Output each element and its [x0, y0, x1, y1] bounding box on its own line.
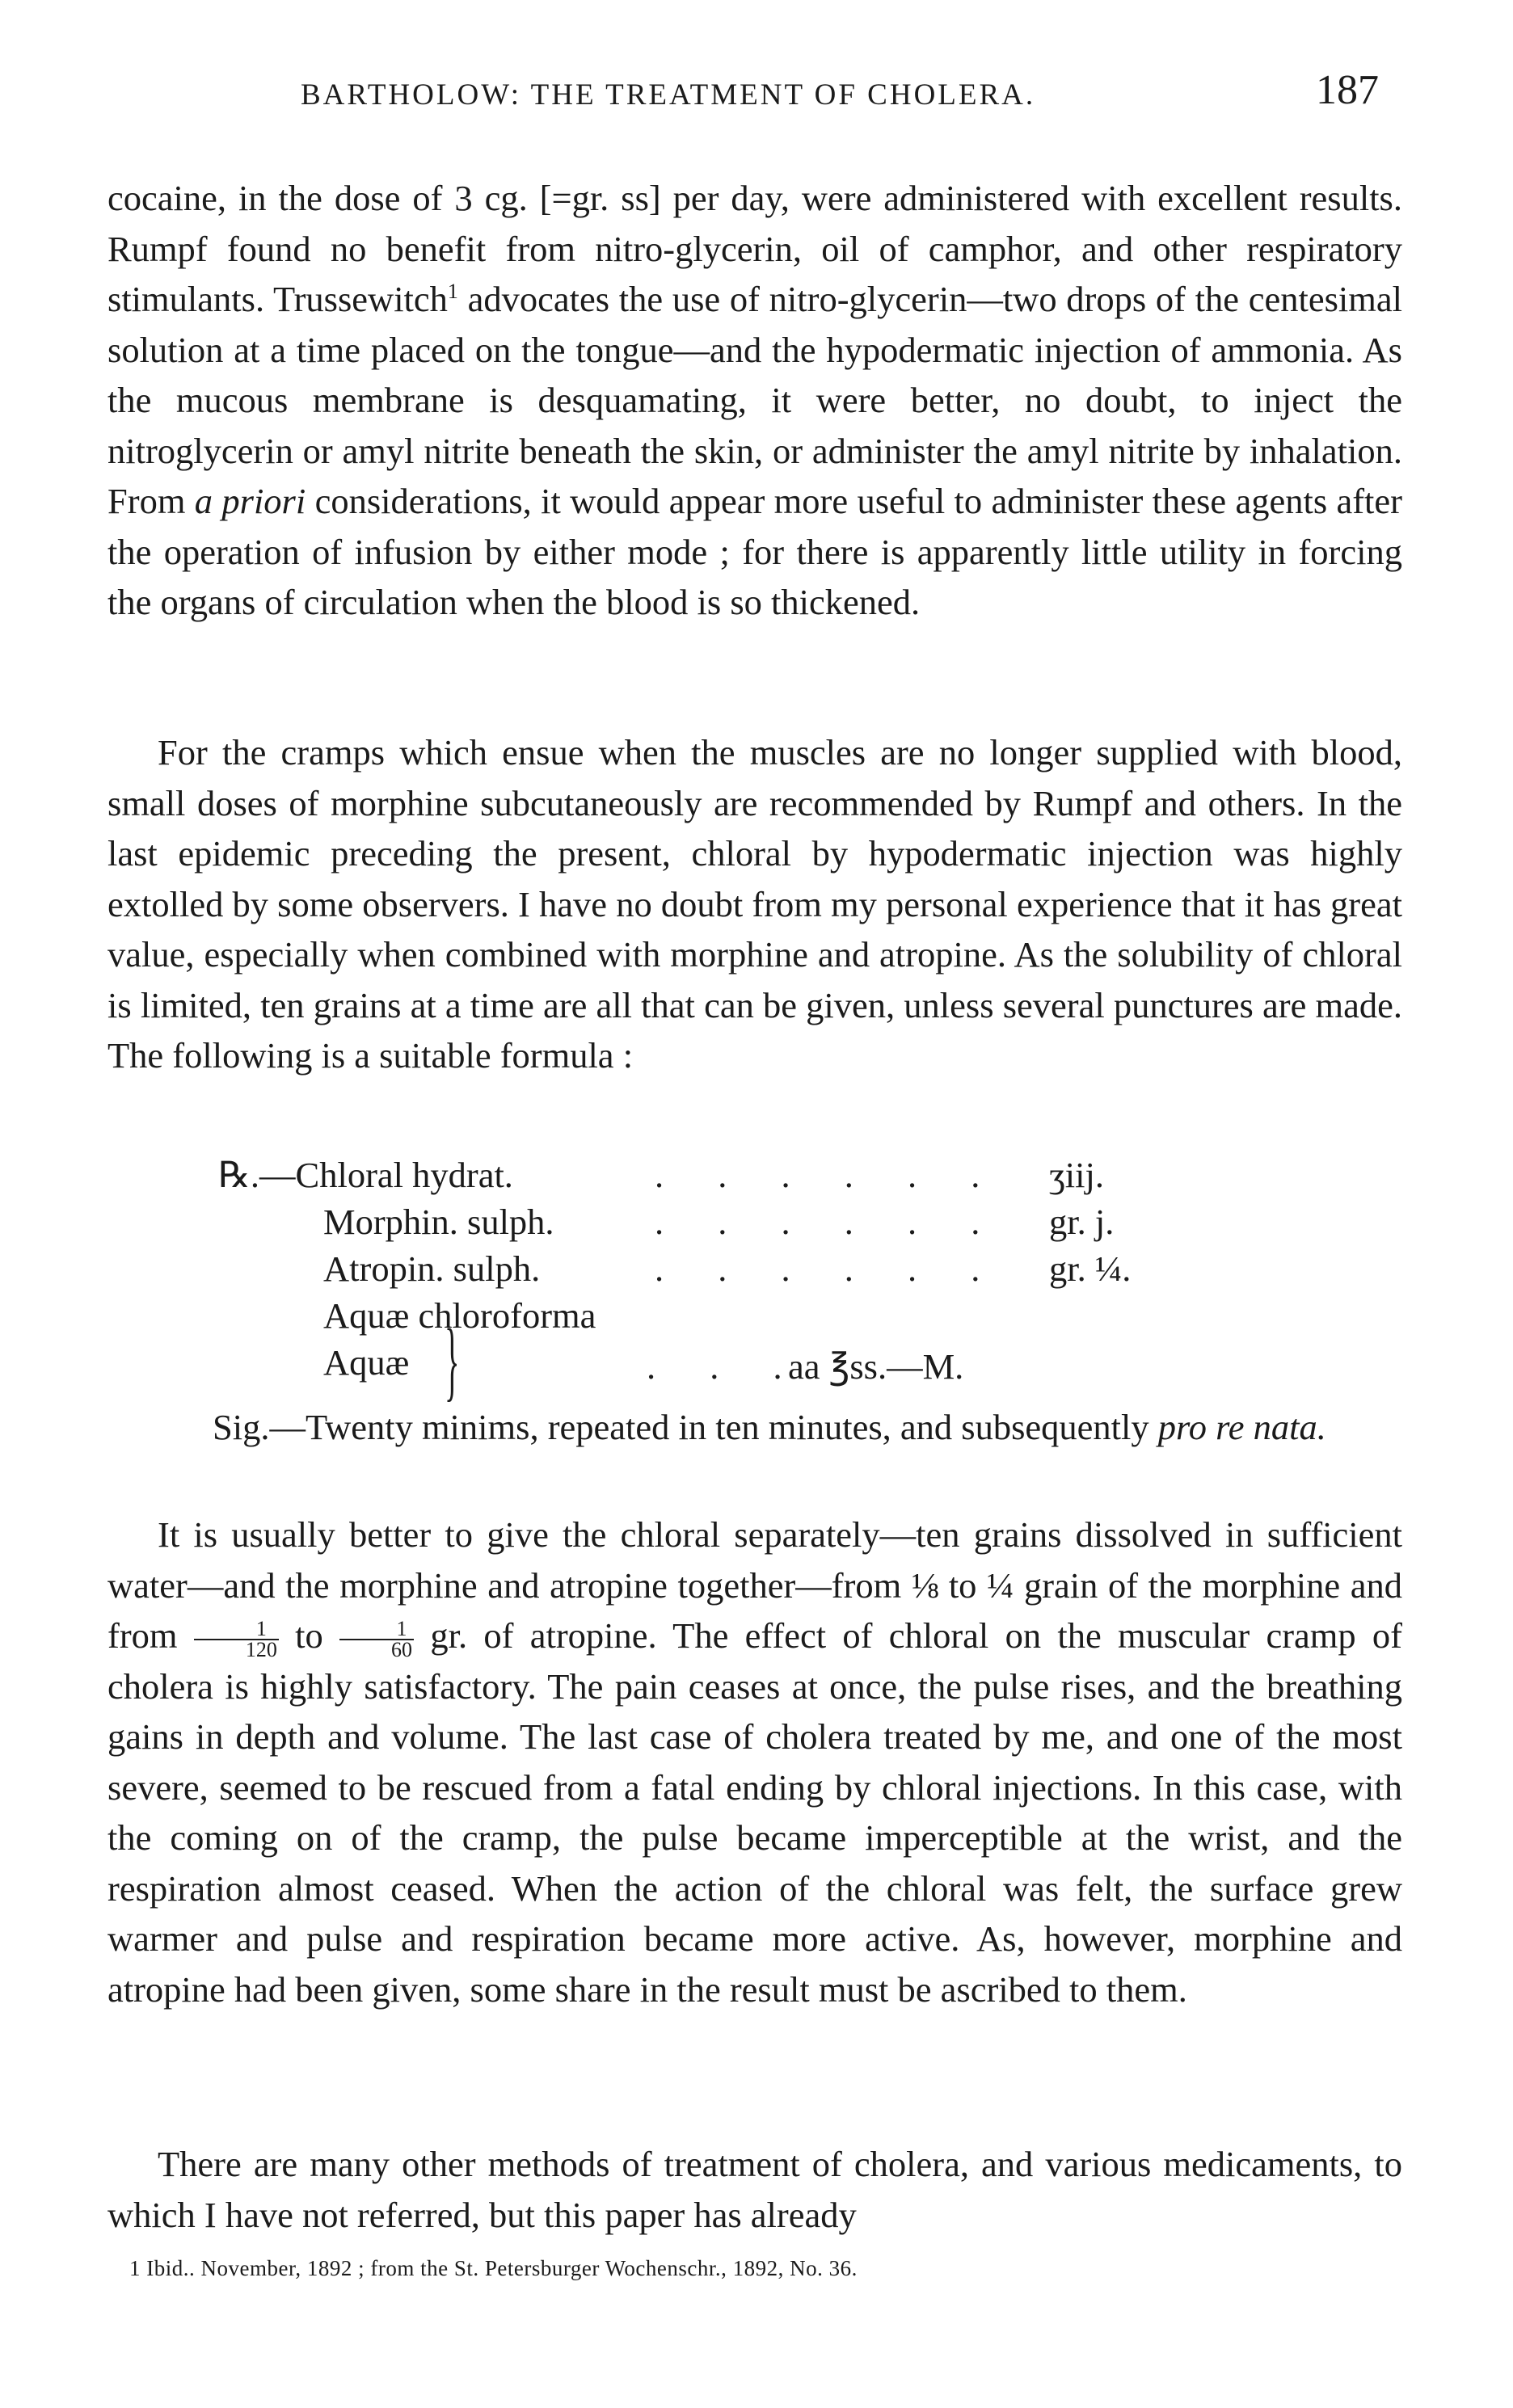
sig-italic: pro re nata.	[1157, 1407, 1326, 1447]
paragraph-2	[107, 727, 1402, 1081]
formula-dose-1: ʒiij.	[1049, 1155, 1104, 1195]
paragraph-3-part-3: gr. of atropine. The effect of chloral on the muscular cramp of cholera is highly satisfactory. The pain ceases at once, the pulse rises, and the breathing gains in depth and volume. The last case of cholera treated by me, and one of the most severe, seemed to be rescued from a fatal ending by chloral injections. In this case, with the coming on of the cramp, the pulse became imperceptible at the wrist, and the respiration almost ceased. When the action of the chloral was felt, the surface grew warmer and pulse and respiration became more active. As, however, morphine and atropine had been given, some share in the result must be ascribed to them.	[107, 1615, 1402, 2010]
paragraph-1	[107, 173, 1402, 628]
formula-brace-dots: . . .	[647, 1346, 805, 1387]
page-number: 187	[1316, 67, 1379, 113]
paragraph-3-part-2: to	[278, 1615, 340, 1656]
formula-ingredient-5: Aquæ	[323, 1342, 410, 1383]
fraction-1	[194, 1616, 279, 1661]
formula-leader-dots-3: . . . . . .	[655, 1248, 1003, 1289]
paragraph-4	[107, 2139, 1402, 2240]
right-brace-icon: }	[445, 1311, 460, 1409]
formula-row-4	[218, 1292, 1269, 1339]
formula-row-3	[218, 1245, 1269, 1292]
formula-row-2	[218, 1198, 1269, 1245]
paragraph-2-text: For the cramps which ensue when the muscles are no longer supplied with blood, small doses of morphine subcutaneously are recommended by Rumpf and others. In the last epidemic preceding the present, chloral by hypodermatic injection was highly extolled by some observers. I have no doubt from my personal experience that it has great value, especially when combined with morphine and atropine. As the solubility of chloral is limited, ten grains at a time are all that can be given, unless several punctures are made. The following is a suitable formula :	[107, 732, 1402, 1076]
fraction-2	[339, 1616, 414, 1661]
formula-dose-3: gr. ¼.	[1049, 1248, 1132, 1289]
paragraph-3	[107, 1509, 1402, 2014]
fraction-2-numerator: 1	[339, 1619, 414, 1640]
sig-text: Sig.—Twenty minims, repeated in ten minutes, and subsequently	[213, 1407, 1158, 1447]
formula-row-1	[218, 1151, 1269, 1198]
fraction-1-denominator: 120	[245, 1637, 277, 1661]
formula-dose-2: gr. j.	[1049, 1202, 1115, 1242]
formula-ingredient-2: Morphin. sulph.	[323, 1202, 554, 1242]
paragraph-1-part-1: cocaine, in the dose of 3 cg. [=gr. ss] per day, were administered with excellent results. Rumpf found no benefit from nitro-glycerin, oil of camphor, and other respiratory stimulants. Trussewitch	[107, 178, 1402, 319]
paragraph-4-text: There are many other methods of treatment of cholera, and various medicaments, to which I have not referred, but this paper has already	[107, 2144, 1402, 2235]
footnote-reference: 1	[447, 280, 458, 304]
formula-ingredient-1: ℞.—Chloral hydrat.	[218, 1155, 513, 1195]
fraction-2-denominator: 60	[391, 1637, 413, 1661]
formula-brace-dose: aa ℥ss.—M.	[788, 1346, 964, 1387]
fraction-1-numerator: 1	[194, 1619, 279, 1640]
paragraph-1-part-3: considerations, it would appear more useful to administer these agents after the operation of infusion by either mode ; for there is apparently little utility in forcing the organs of circulation when the blood is so thickened.	[107, 481, 1402, 622]
paragraph-1-italic: a priori	[194, 481, 306, 521]
running-head: BARTHOLOW: THE TREATMENT OF CHOLERA.	[301, 78, 1036, 112]
signature-instruction	[107, 1402, 1402, 1453]
paragraph-3-part-1: It is usually better to give the chloral separately—ten grains dissolved in sufficient water—and the morphine and atropine together—from ⅛ to ¼ grain of the morphine and from	[107, 1514, 1402, 1656]
formula-ingredient-3: Atropin. sulph.	[323, 1248, 541, 1289]
footnote: 1 Ibid.. November, 1892 ; from the St. Petersburger Wochenschr., 1892, No. 36.	[129, 2256, 858, 2280]
paragraph-1-part-2: advocates the use of nitro-glycerin—two drops of the centesimal solution at a time placed on the tongue—and the hypodermatic injection of ammonia. As the mucous membrane is desquamating, it were better, no doubt, to inject the nitroglycerin or amyl nitrite beneath the skin, or administer the amyl nitrite by inhalation. From	[107, 279, 1402, 521]
formula-leader-dots-1: . . . . . .	[655, 1155, 1003, 1195]
formula-leader-dots-2: . . . . . .	[655, 1202, 1003, 1242]
formula-ingredient-4: Aquæ chloroforma	[323, 1295, 596, 1336]
